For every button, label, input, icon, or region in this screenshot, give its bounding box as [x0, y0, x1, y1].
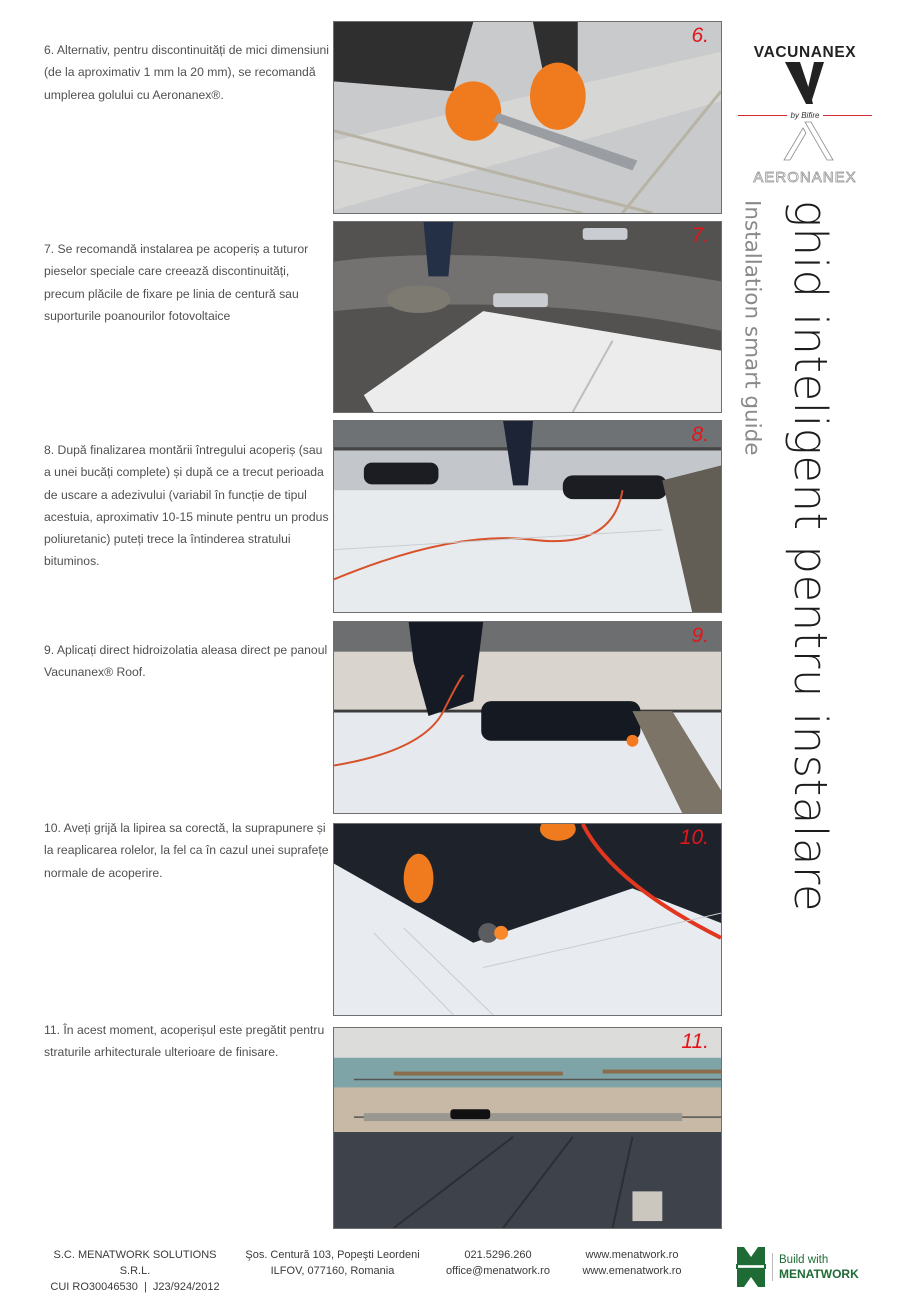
- vacunanex-logo-text: VACUNANEX: [753, 44, 857, 61]
- step-8-photo: [333, 420, 722, 613]
- step-11-photo: [333, 1027, 722, 1229]
- step-6-text: 6. Alternativ, pentru discontinuități de mici dimensiuni (de la aproximativ 1 mm la 20 mm), se recomandă umplerea golului cu Aeronanex®.: [44, 43, 329, 102]
- tagline-menatwork: MENATWORK: [779, 1266, 859, 1281]
- tagline-build-with: Build with: [779, 1253, 829, 1266]
- vertical-title: ghid inteligent pentru instalare: [784, 200, 837, 913]
- website-link-1[interactable]: www.menatwork.ro: [585, 1249, 679, 1261]
- step-7-photo: [333, 221, 722, 413]
- footer: [0, 1247, 920, 1293]
- step-8-text: 8. După finalizarea montării întregului acoperiș (sau a unei bucăți complete) și după ce a trecut perioada de uscare a adezivului (variabil în funcție de tipul acestuia, aproximativ 10-15 minute pentru un produs poliuretanic) puteți trece la întinderea stratului bituminos.: [44, 443, 329, 569]
- step-9-text: 9. Aplicați direct hidroizolatia aleasa direct pe panoul Vacunanex® Roof.: [44, 643, 328, 680]
- menatwork-logo: [736, 1247, 859, 1287]
- aeronanex-logo-text: AERONANEX: [753, 169, 857, 186]
- brand-logos: [738, 44, 872, 186]
- photo-number: 10.: [679, 826, 709, 849]
- vacunanex-v-icon: [738, 62, 872, 104]
- step-11-text: 11. În acest moment, acoperișul este pregătit pentru straturile arhitecturale ulterioare de finisare.: [44, 1023, 325, 1060]
- photo-number: 7.: [691, 224, 709, 247]
- website-link-2[interactable]: www.emenatwork.ro: [582, 1265, 682, 1277]
- step-7-text: 7. Se recomandă instalarea pe acoperiș a tuturor pieselor speciale care creează discontinuități, precum plăcile de fixare pe linia de centură sau suporturile poanourilor fotovoltaice: [44, 242, 309, 323]
- photo-number: 8.: [691, 423, 709, 446]
- vertical-subtitle: Installation smart guide: [739, 200, 765, 456]
- step-10-text: 10. Aveți grijă la lipirea sa corectă, la suprapunere și la reaplicarea rolelor, la fel ca în cazul unei suprafețe normale de acoperire.: [44, 821, 329, 880]
- email-link[interactable]: office@menatwork.ro: [446, 1265, 550, 1277]
- company-name: S.C. MENATWORK SOLUTIONS S.R.L.: [53, 1249, 217, 1277]
- address-line-2: ILFOV, 077160, Romania: [270, 1265, 395, 1277]
- phone-number[interactable]: 021.5296.260: [464, 1249, 532, 1261]
- menatwork-mw-icon: [736, 1247, 766, 1287]
- step-6-photo: [333, 21, 722, 214]
- aeronanex-a-icon: [738, 120, 872, 162]
- address-line-1: Şos. Centură 103, Popeşti Leordeni: [245, 1249, 420, 1261]
- photo-number: 9.: [691, 624, 709, 647]
- by-bifire-line: by Bifire: [738, 111, 872, 120]
- photo-number: 6.: [691, 24, 709, 47]
- company-registration: CUI RO30046530 | J23/924/2012: [50, 1281, 220, 1293]
- step-10-photo: [333, 823, 722, 1016]
- photo-number: 11.: [681, 1030, 709, 1053]
- step-9-photo: [333, 621, 722, 814]
